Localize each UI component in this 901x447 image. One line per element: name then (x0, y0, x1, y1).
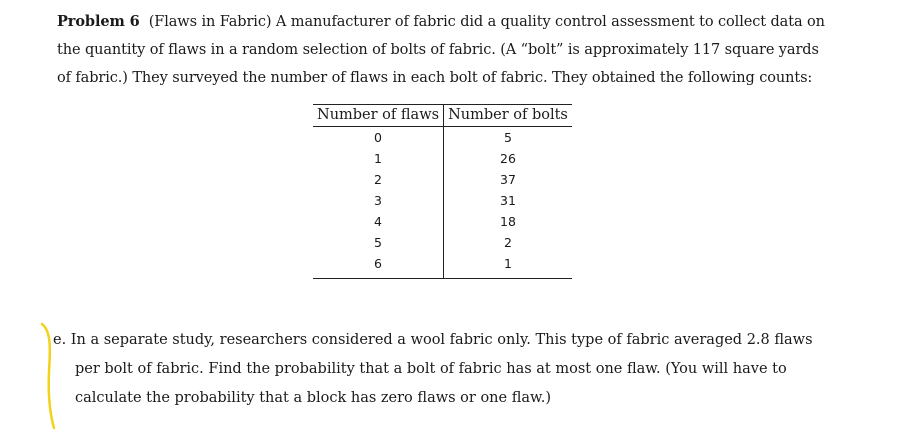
problem-line-3: of fabric.) They surveyed the number of flaws in each bolt of fabric. They obtained the following counts: (57, 70, 813, 86)
header-number-of-bolts: Number of bolts (444, 105, 572, 127)
flaws-cell: 6 (313, 253, 444, 279)
flaws-cell: 3 (313, 190, 444, 211)
flaws-cell: 1 (313, 148, 444, 169)
problem-heading: Problem 6 (57, 13, 140, 30)
bolts-cell: 31 (500, 193, 516, 208)
table-row (313, 232, 572, 253)
flaws-cell: 0 (313, 127, 444, 149)
table-row (313, 211, 572, 232)
bolts-cell: 26 (500, 151, 516, 166)
bolts-cell: 2 (503, 235, 512, 250)
problem-line-2: the quantity of flaws in a random selection of bolts of fabric. (A “bolt” is approximately 117 square yards (57, 42, 819, 58)
header-number-of-flaws: Number of flaws (313, 105, 444, 127)
flaws-table (313, 104, 572, 279)
flaws-cell: 5 (313, 232, 444, 253)
table-row (313, 253, 572, 279)
table-row (313, 127, 572, 149)
bolts-cell: 1 (444, 253, 572, 279)
part-e-line-3: calculate the probability that a block has zero flaws or one flaw.) (75, 390, 551, 406)
flaws-cell: 4 (313, 211, 444, 232)
part-e (53, 326, 873, 413)
bolts-cell: 18 (500, 214, 516, 229)
part-e-line-2: per bolt of fabric. Find the probability that a bolt of fabric has at most one flaw. (You will have to (75, 361, 787, 377)
problem-statement (57, 8, 857, 92)
table-header-row (313, 105, 572, 127)
part-e-line-1: e. In a separate study, researchers considered a wool fabric only. This type of fabric averaged 2.8 flaws (53, 332, 813, 348)
problem-line-1 (57, 8, 857, 36)
flaws-cell: 2 (313, 169, 444, 190)
table-row (313, 169, 572, 190)
table-row (313, 148, 572, 169)
problem-text-1: (Flaws in Fabric) A manufacturer of fabric did a quality control assessment to collect data on (148, 14, 825, 30)
bolts-cell: 37 (500, 172, 516, 187)
table-row (313, 190, 572, 211)
bolts-cell: 5 (503, 130, 512, 145)
